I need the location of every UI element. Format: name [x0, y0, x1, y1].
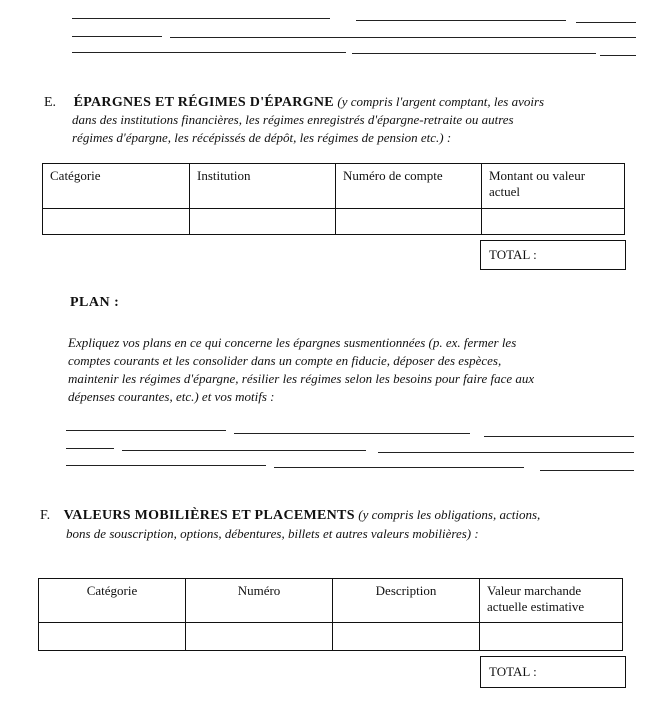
savings-table — [42, 163, 625, 235]
column-header: Numéro — [186, 579, 333, 623]
section-f-desc-line: bons de souscription, options, débentures, billets et autres valeurs mobilières) : — [66, 526, 479, 541]
table-cell[interactable] — [186, 623, 333, 651]
securities-total-box[interactable] — [480, 656, 626, 688]
securities-table — [38, 578, 623, 651]
column-header: Description — [333, 579, 480, 623]
plan-line: comptes courants et les consolider dans un compte en fiducie, déposer des espèces, — [68, 353, 502, 368]
blank-line[interactable] — [484, 436, 634, 437]
blank-line[interactable] — [540, 470, 634, 471]
table-cell[interactable] — [190, 209, 336, 235]
plan-instructions — [68, 334, 648, 406]
section-f-desc: (y compris les obligations, actions, — [358, 507, 541, 522]
blank-line[interactable] — [170, 37, 636, 38]
blank-line[interactable] — [122, 450, 366, 451]
blank-line[interactable] — [274, 467, 524, 468]
table-cell[interactable] — [43, 209, 190, 235]
table-cell[interactable] — [336, 209, 482, 235]
blank-line[interactable] — [576, 22, 636, 23]
blank-line[interactable] — [66, 448, 114, 449]
column-header: Institution — [190, 164, 336, 209]
plan-title: PLAN : — [70, 295, 120, 310]
section-e-desc-line: régimes d'épargne, les récépissés de dépôt, les régimes de pension etc.) : — [72, 130, 452, 145]
column-header: Montant ou valeur actuel — [482, 164, 625, 209]
plan-line: Expliquez vos plans en ce qui concerne les épargnes susmentionnées (p. ex. fermer les — [68, 335, 517, 350]
blank-line[interactable] — [72, 18, 330, 19]
table-cell[interactable] — [333, 623, 480, 651]
section-e-title: ÉPARGNES ET RÉGIMES D'ÉPARGNE — [73, 95, 334, 110]
column-header: Numéro de compte — [336, 164, 482, 209]
column-header: Valeur marchande actuelle estimative — [480, 579, 623, 623]
blank-line[interactable] — [66, 430, 226, 431]
blank-line[interactable] — [72, 36, 162, 37]
section-e-letter: E. — [44, 95, 57, 110]
total-label: TOTAL : — [489, 247, 537, 262]
blank-line[interactable] — [378, 452, 634, 453]
section-e-desc-line: dans des institutions financières, les régimes enregistrés d'épargne-retraite ou autres — [72, 112, 514, 127]
blank-line[interactable] — [600, 55, 636, 56]
column-header: Catégorie — [39, 579, 186, 623]
table-cell[interactable] — [480, 623, 623, 651]
column-header: Catégorie — [43, 164, 190, 209]
plan-line: maintenir les régimes d'épargne, résilier les régimes selon les besoins pour faire face aux — [68, 371, 535, 386]
section-e-heading — [44, 93, 644, 112]
table-cell[interactable] — [482, 209, 625, 235]
section-f-title: VALEURS MOBILIÈRES ET PLACEMENTS — [63, 508, 355, 523]
blank-line[interactable] — [234, 433, 470, 434]
section-f-heading — [40, 506, 650, 525]
blank-line[interactable] — [352, 53, 596, 54]
table-cell[interactable] — [39, 623, 186, 651]
total-label: TOTAL : — [489, 664, 537, 679]
blank-line[interactable] — [356, 20, 566, 21]
blank-line[interactable] — [66, 465, 266, 466]
section-e-desc: (y compris l'argent comptant, les avoirs — [337, 94, 545, 109]
plan-line: dépenses courantes, etc.) et vos motifs : — [68, 389, 275, 404]
savings-total-box[interactable] — [480, 240, 626, 270]
section-f-letter: F. — [40, 508, 51, 523]
blank-line[interactable] — [72, 52, 346, 53]
